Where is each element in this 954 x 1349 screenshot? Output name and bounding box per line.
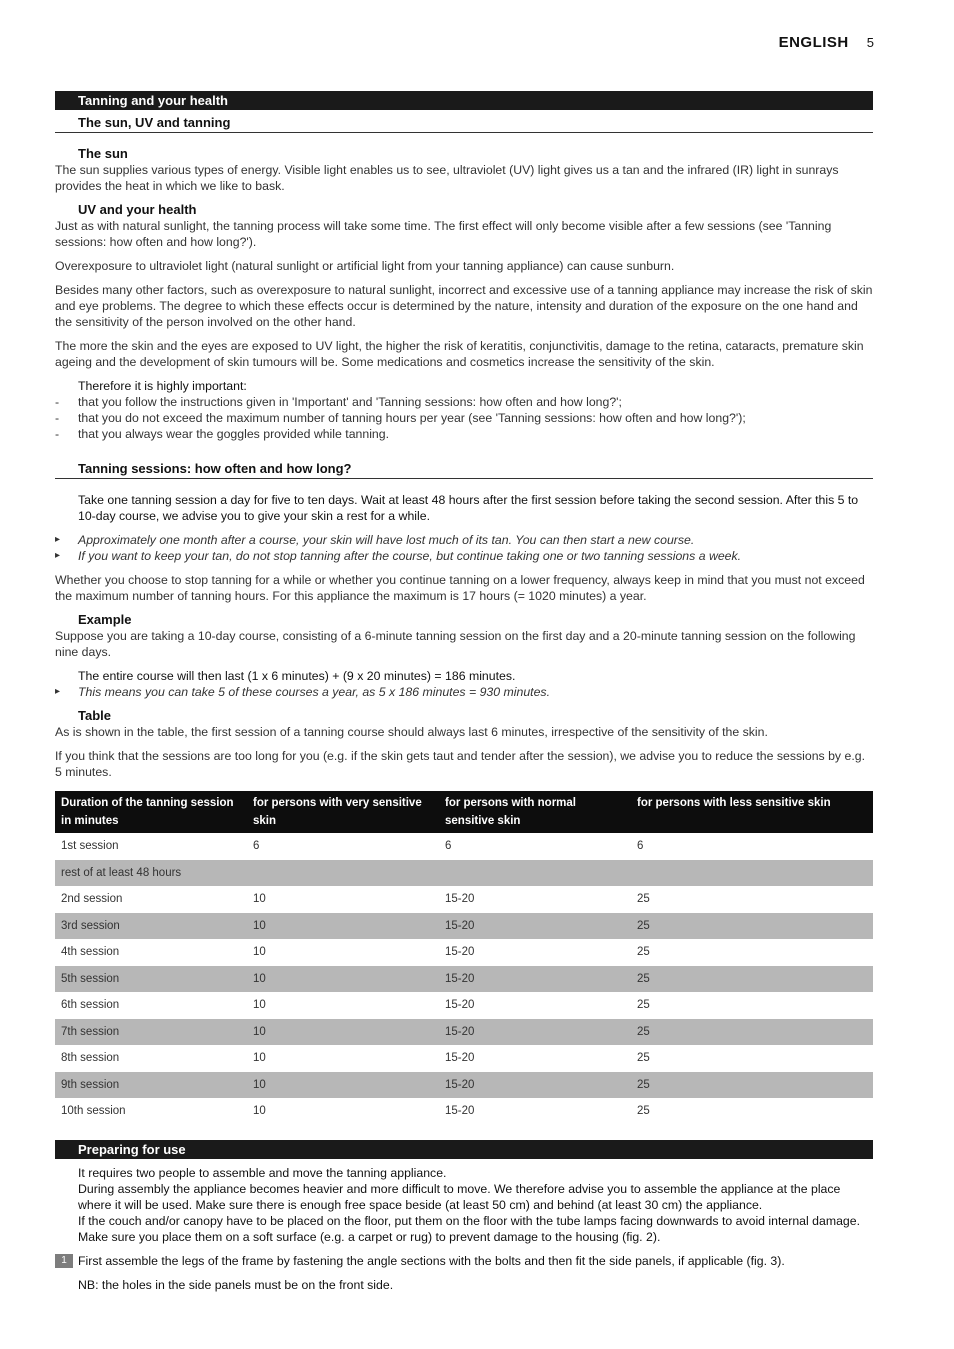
table-row xyxy=(55,1072,873,1099)
table-cell: 10th session xyxy=(61,1105,126,1118)
note-holes: NB: the holes in the side panels must be on the front side. xyxy=(78,1277,394,1292)
table-cell: 6 xyxy=(637,840,644,853)
table-cell: 25 xyxy=(637,999,650,1012)
table-row xyxy=(55,913,873,940)
table-row xyxy=(55,966,873,993)
step-text: First assemble the legs of the frame by fastening the angle sections with the bolts and then fit the side panels, if applicable (fig. 3). xyxy=(78,1253,785,1268)
step-number-badge: 1 xyxy=(55,1254,73,1268)
table-cell: 15-20 xyxy=(445,1052,475,1065)
table-cell: 4th session xyxy=(61,946,120,959)
table-cell: 10 xyxy=(253,999,266,1012)
course-note xyxy=(55,684,873,700)
heading-example: Example xyxy=(78,612,132,627)
table-cell: 10 xyxy=(253,946,266,959)
heading-uv-health: UV and your health xyxy=(78,202,197,217)
column-header: for persons with normal sensitive skin xyxy=(439,791,631,833)
table-cell: 25 xyxy=(631,913,873,940)
table-cell: 15-20 xyxy=(439,1019,631,1046)
section-title-preparing: Preparing for use xyxy=(55,1140,873,1159)
table-cell: 10 xyxy=(253,1052,266,1065)
table-cell: 15-20 xyxy=(445,999,475,1012)
table-cell: 15-20 xyxy=(445,893,475,906)
table-row xyxy=(55,992,873,1019)
table-cell: 1st session xyxy=(61,840,119,853)
paragraph-uv-4: The more the skin and the eyes are exposed to UV light, the higher the risk of keratitis, conjunctivitis, damage to the retina, cataracts, premature skin ageing and the development of skin tumours will be. Some medications and cosmetics increase the sensitivity of the skin. xyxy=(55,339,864,369)
table-cell: 6 xyxy=(445,840,452,853)
table-cell: 25 xyxy=(637,946,650,959)
page-header xyxy=(779,34,874,51)
page-number: 5 xyxy=(866,35,874,50)
table-cell: 10 xyxy=(253,893,266,906)
table-cell: 25 xyxy=(631,1019,873,1046)
session-notes xyxy=(55,532,873,564)
table-row xyxy=(55,1045,873,1072)
table-cell: 15-20 xyxy=(445,1105,475,1118)
table-cell: 15-20 xyxy=(439,913,631,940)
step-1 xyxy=(55,1253,873,1269)
table-cell: 3rd session xyxy=(55,913,247,940)
table-cell: 15-20 xyxy=(445,946,475,959)
table-cell: 25 xyxy=(631,966,873,993)
paragraph-uv-1: Just as with natural sunlight, the tanning process will take some time. The first effect will only become visible after a few sessions (see 'Tanning sessions: how often and how long?'). xyxy=(55,219,832,249)
table-cell: 25 xyxy=(637,1105,650,1118)
list-item: - that you follow the instructions given in 'Important' and 'Tanning sessions: how often and how long?'; xyxy=(55,394,873,410)
language-label: ENGLISH xyxy=(778,34,849,51)
table-cell: 15-20 xyxy=(439,1072,631,1099)
list-item: ▸ Approximately one month after a course, your skin will have lost much of its tan. You can then start a new course. xyxy=(55,532,873,548)
important-intro: Therefore it is highly important: xyxy=(78,379,247,393)
table-cell: 15-20 xyxy=(439,966,631,993)
table-header-row xyxy=(55,791,873,833)
table-cell xyxy=(439,860,631,887)
paragraph-prep-1: It requires two people to assemble and move the tanning appliance. xyxy=(78,1165,447,1180)
table-row xyxy=(55,860,873,887)
table-cell: 10 xyxy=(247,1019,439,1046)
paragraph-sessions-intro: Take one tanning session a day for five to ten days. Wait at least 48 hours after the first session before taking the second session. After this 5 to 10-day course, we advise you to give your skin a rest for a while. xyxy=(78,493,859,523)
table-cell: 9th session xyxy=(55,1072,247,1099)
table-cell xyxy=(247,860,439,887)
subheading-tanning-sessions: Tanning sessions: how often and how long? xyxy=(55,456,873,479)
paragraph-whether: Whether you choose to stop tanning for a while or whether you continue tanning on a lower frequency, always keep in mind that you must not exceed the maximum number of tanning hours. For this appliance the maximum is 17 hours (= 1020 minutes) a year. xyxy=(55,573,865,603)
heading-table: Table xyxy=(78,708,111,723)
table-cell: 25 xyxy=(637,893,650,906)
page-content xyxy=(55,91,873,1293)
heading-the-sun: The sun xyxy=(78,146,128,161)
paragraph-uv-3: Besides many other factors, such as overexposure to natural sunlight, incorrect and excessive use of a tanning appliance may increase the risk of skin and eye problems. The degree to which these effects occur is determined by the nature, intensity and duration of the exposure on the one hand and the sensitivity of the person involved on the other hand. xyxy=(55,283,873,329)
table-cell: 5th session xyxy=(55,966,247,993)
column-header: for persons with very sensitive skin xyxy=(247,791,439,833)
table-cell: rest of at least 48 hours xyxy=(55,860,247,887)
table-cell: 10 xyxy=(247,1072,439,1099)
table-row xyxy=(55,833,873,860)
table-cell: 2nd session xyxy=(61,893,123,906)
tanning-sessions-table xyxy=(55,791,873,1125)
table-cell: 10 xyxy=(253,1105,266,1118)
table-cell: 10 xyxy=(247,966,439,993)
section-title-tanning-health: Tanning and your health xyxy=(55,91,873,110)
paragraph-uv-2: Overexposure to ultraviolet light (natural sunlight or artificial light from your tanning appliance) can cause sunburn. xyxy=(55,259,675,273)
list-item: ▸ If you want to keep your tan, do not stop tanning after the course, but continue taking one or two tanning sessions a week. xyxy=(55,548,873,564)
list-item: - that you do not exceed the maximum number of tanning hours per year (see 'Tanning sessions: how often and how long?'); xyxy=(55,410,873,426)
paragraph-example: Suppose you are taking a 10-day course, consisting of a 6-minute tanning session on the first day and a 20-minute tanning session on the following nine days. xyxy=(55,629,856,659)
paragraph-prep-2: During assembly the appliance becomes heavier and more difficult to move. We therefore advise you to assemble the appliance at the place where it will be used. Make sure there is enough free space beside (at least 50 cm) and behind (at least 30 cm) the appliance. xyxy=(78,1181,841,1212)
paragraph-sun: The sun supplies various types of energy. Visible light enables us to see, ultraviolet (UV) light gives us a tan and the infrared (IR) light in sunrays provides the heat in which we like to bask. xyxy=(55,163,839,193)
table-cell xyxy=(631,860,873,887)
course-line: The entire course will then last (1 x 6 minutes) + (9 x 20 minutes) = 186 minutes. xyxy=(78,669,516,683)
list-item: - that you always wear the goggles provided while tanning. xyxy=(55,426,873,442)
table-cell: 7th session xyxy=(55,1019,247,1046)
subheading-sun-uv: The sun, UV and tanning xyxy=(55,110,873,133)
paragraph-table-2: If you think that the sessions are too long for you (e.g. if the skin gets taut and tender after the session), we advise you to reduce the sessions by e.g. 5 minutes. xyxy=(55,749,866,779)
table-row xyxy=(55,1019,873,1046)
table-row xyxy=(55,939,873,966)
paragraph-table-1: As is shown in the table, the first session of a tanning course should always last 6 minutes, irrespective of the sensitivity of the skin. xyxy=(55,725,768,739)
table-cell: 6th session xyxy=(61,999,120,1012)
column-header: for persons with less sensitive skin xyxy=(631,791,873,833)
table-row xyxy=(55,886,873,913)
table-cell: 25 xyxy=(637,1052,650,1065)
important-list xyxy=(55,394,873,442)
table-row xyxy=(55,1098,873,1125)
column-header: Duration of the tanning session in minutes xyxy=(55,791,247,833)
table-cell: 8th session xyxy=(61,1052,120,1065)
list-item: ▸ This means you can take 5 of these courses a year, as 5 x 186 minutes = 930 minutes. xyxy=(55,684,873,700)
table-cell: 25 xyxy=(631,1072,873,1099)
paragraph-prep-3: If the couch and/or canopy have to be placed on the floor, put them on the floor with the tube lamps facing downwards to avoid internal damage. Make sure you place them on a soft surface (e.g. a carpet or rug) to prevent damage to the housing (fig. 2). xyxy=(78,1213,861,1244)
table-cell: 6 xyxy=(253,840,260,853)
table-cell: 10 xyxy=(247,913,439,940)
